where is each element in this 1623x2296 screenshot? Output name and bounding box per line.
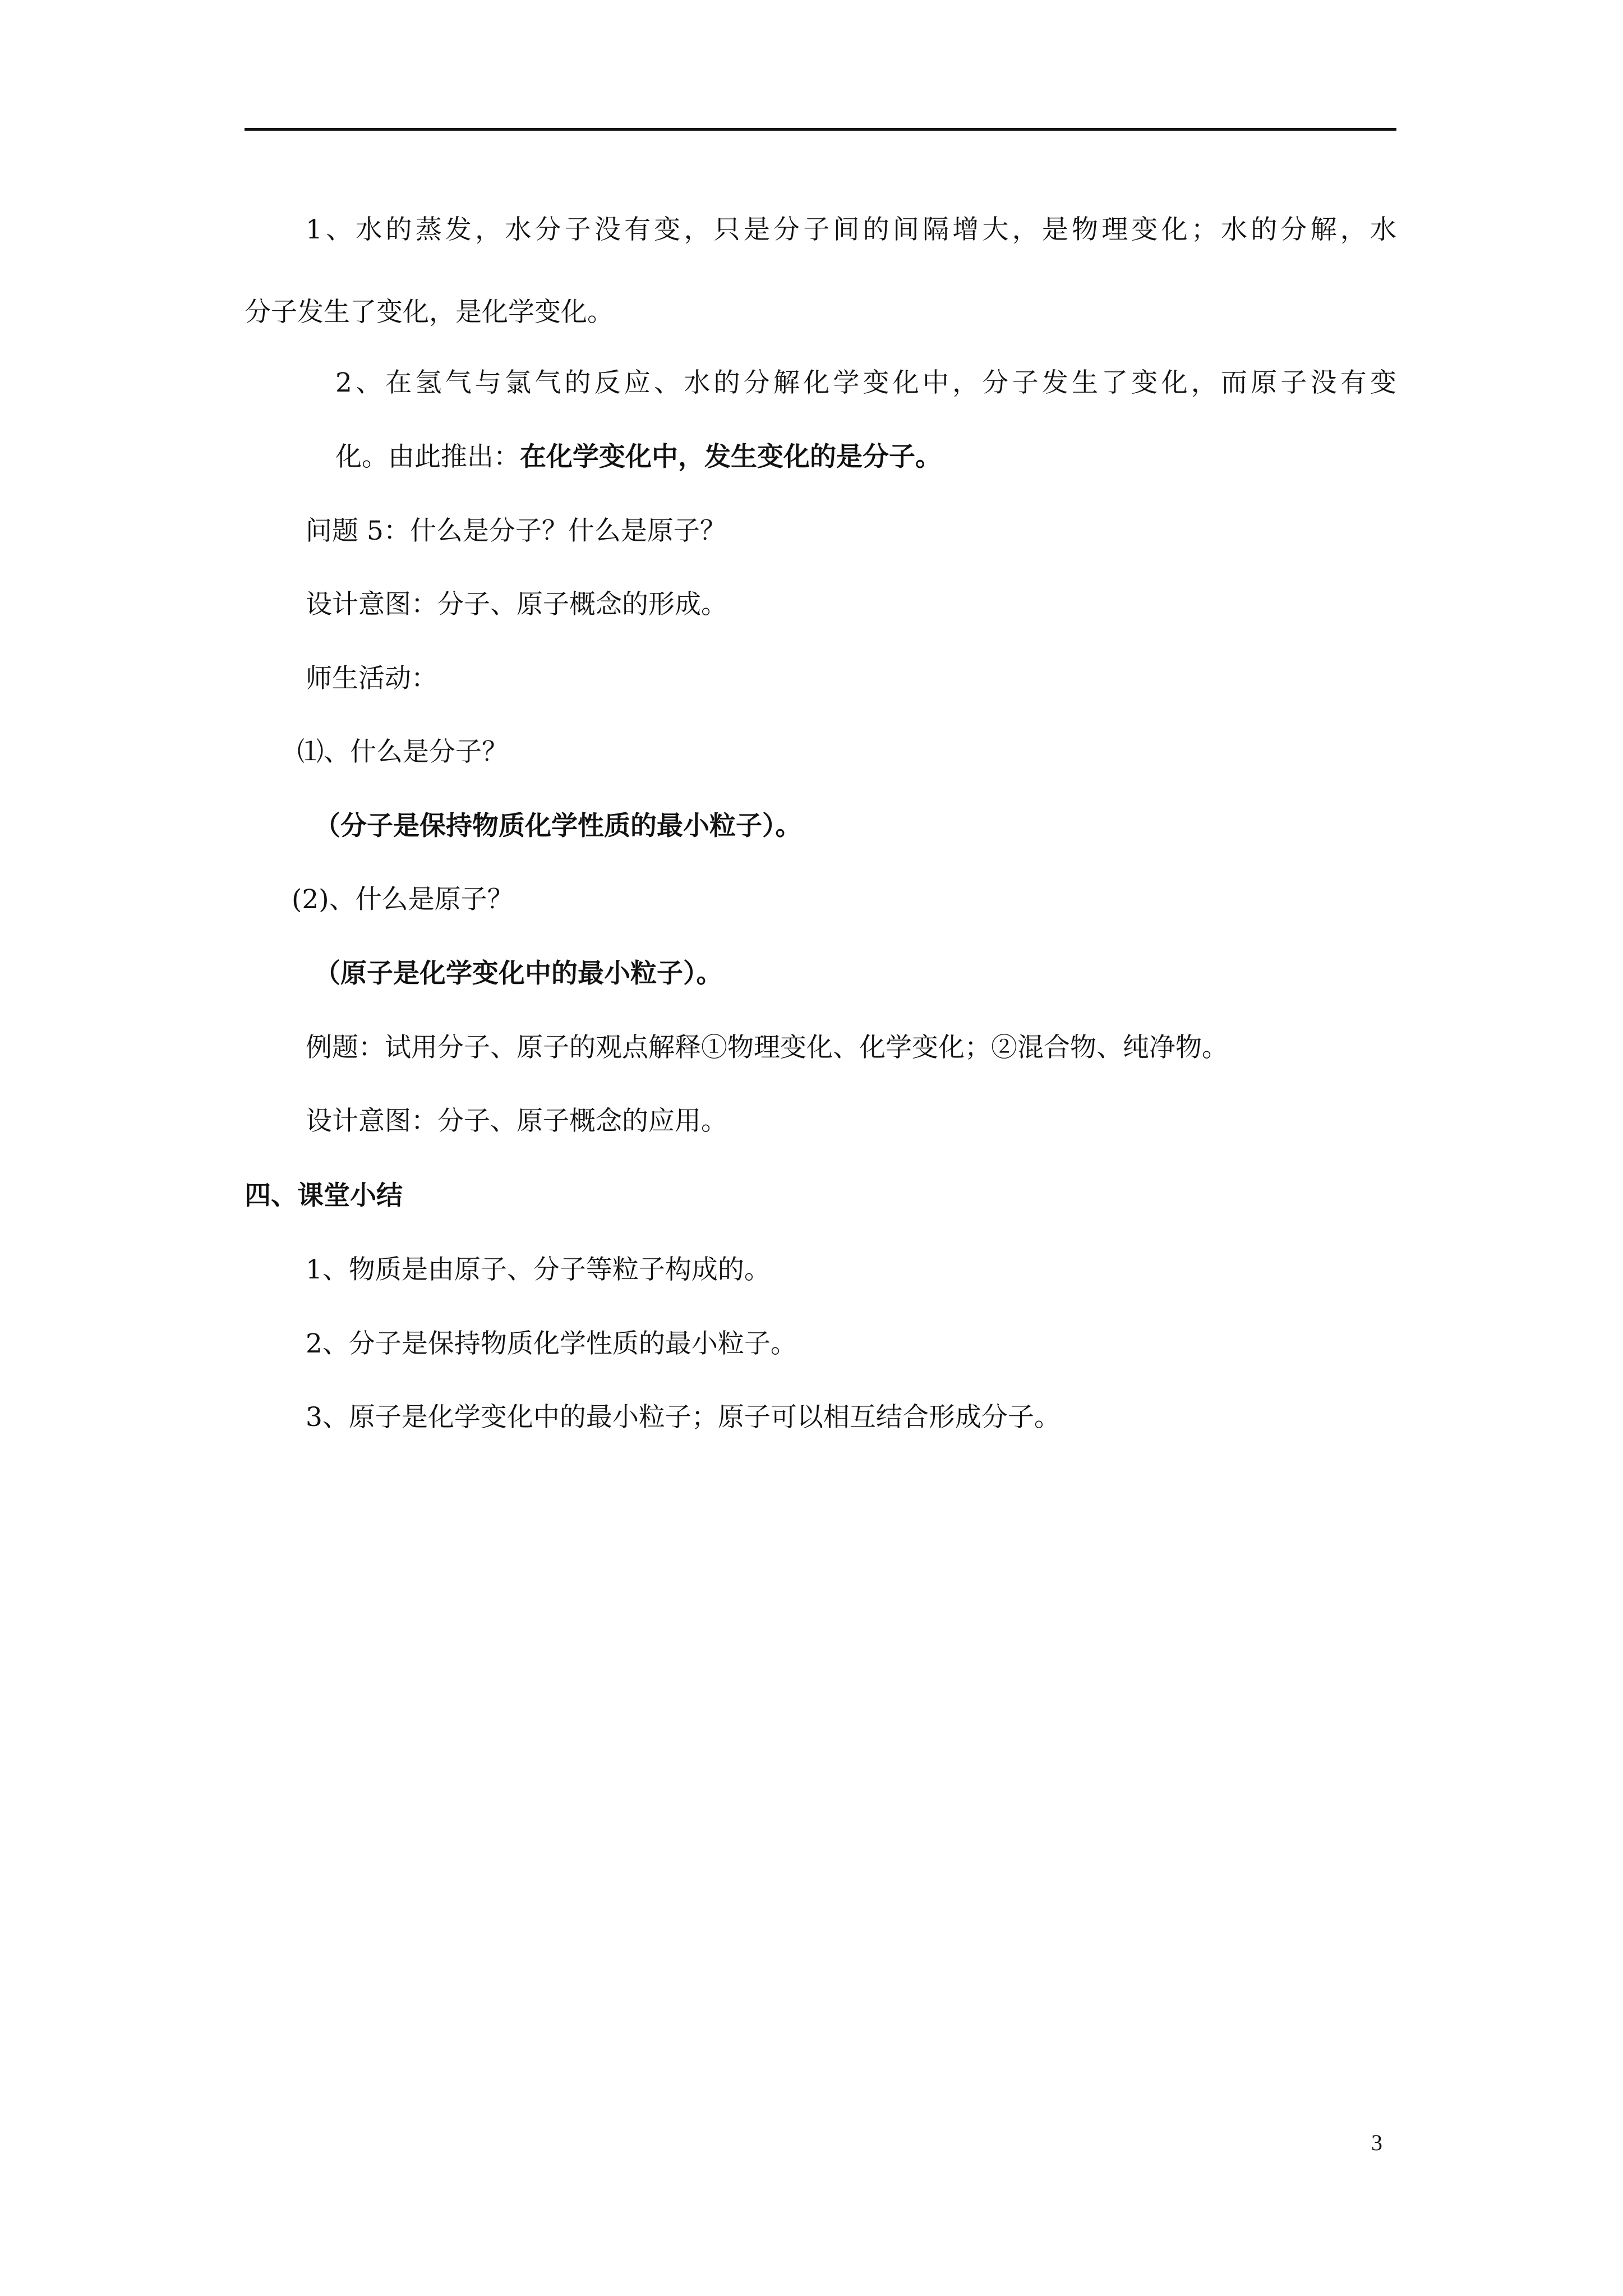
paragraph-1-line-1: 1、水的蒸发，水分子没有变，只是分子间的间隔增大，是物理变化；水的分解，水 <box>306 214 1396 245</box>
paragraph-2-conclusion-lead: 化。由此推出： <box>335 441 520 472</box>
header-rule <box>245 128 1396 131</box>
paragraph-2-conclusion-bold: 在化学变化中，发生变化的是分子。 <box>520 441 942 472</box>
paragraph-2-line-1: 2、在氢气与氯气的反应、水的分解化学变化中，分子发生了变化，而原子没有变 <box>335 367 1396 398</box>
question-5: 问题 5：什么是分子？什么是原子？ <box>306 516 726 546</box>
activity-item-1-answer: （分子是保持物质化学性质的最小粒子）。 <box>314 811 802 841</box>
activity-item-2-answer: （原子是化学变化中的最小粒子）。 <box>314 958 723 989</box>
section-heading-summary: 四、课堂小结 <box>245 1180 403 1211</box>
example-question: 例题：试用分子、原子的观点解释①物理变化、化学变化；②混合物、纯净物。 <box>306 1032 1228 1063</box>
design-intent-2: 设计意图：分子、原子概念的应用。 <box>306 1106 727 1137</box>
paragraph-1-line-2: 分子发生了变化，是化学变化。 <box>245 297 614 328</box>
summary-item-2: 2、分子是保持物质化学性质的最小粒子。 <box>306 1328 797 1359</box>
summary-item-3: 3、原子是化学变化中的最小粒子；原子可以相互结合形成分子。 <box>306 1402 1061 1433</box>
teacher-student-activity: 师生活动： <box>306 663 437 694</box>
design-intent-1: 设计意图：分子、原子概念的形成。 <box>306 589 727 620</box>
summary-item-1: 1、物质是由原子、分子等粒子构成的。 <box>306 1254 771 1285</box>
activity-item-2: (2)、什么是原子？ <box>292 884 514 915</box>
activity-item-1: ⑴、什么是分子？ <box>297 737 508 767</box>
paragraph-2-line-2 <box>335 440 942 474</box>
page-number: 3 <box>1371 2130 1382 2155</box>
